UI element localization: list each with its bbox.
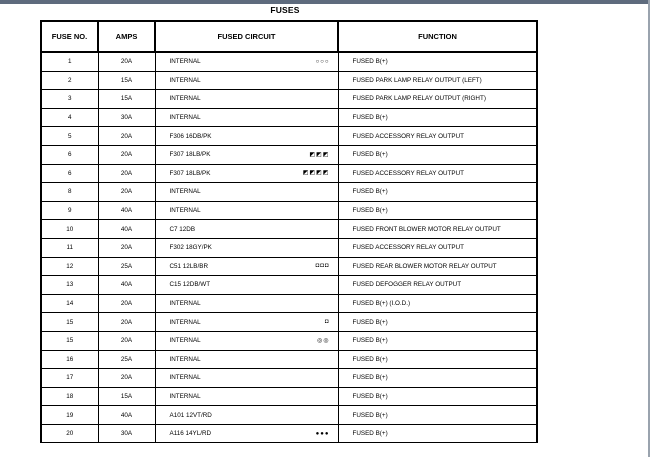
fused-circuit-text: INTERNAL xyxy=(169,392,201,400)
amps-cell: 20A xyxy=(98,127,155,146)
fuse-number-cell: 16 xyxy=(41,350,98,369)
fuse-number-cell: 9 xyxy=(41,201,98,220)
table-row xyxy=(41,201,537,220)
table-row xyxy=(41,313,537,332)
header-amps: AMPS xyxy=(98,21,155,52)
fused-circuit-text: INTERNAL xyxy=(169,207,201,215)
fused-circuit-cell xyxy=(155,387,338,406)
fused-circuit-text: INTERNAL xyxy=(169,337,201,345)
fused-circuit-text: C51 12LB/BR xyxy=(169,262,209,270)
fused-circuit-text: INTERNAL xyxy=(169,374,201,382)
function-cell: FUSED B(+) (I.O.D.) xyxy=(338,294,537,313)
fuse-number-cell: 5 xyxy=(41,127,98,146)
fuse-number-cell: 20 xyxy=(41,424,98,443)
table-row xyxy=(41,90,537,109)
function-cell: FUSED B(+) xyxy=(338,52,537,71)
fused-circuit-cell xyxy=(155,127,338,146)
table-row xyxy=(41,52,537,71)
connector-symbol-icon: ◘◘◘ xyxy=(315,263,330,270)
amps-cell: 20A xyxy=(98,369,155,388)
fuse-number-cell: 15 xyxy=(41,331,98,350)
fuse-number-cell: 11 xyxy=(41,238,98,257)
fused-circuit-cell xyxy=(155,406,338,425)
fused-circuit-text: C7 12DB xyxy=(169,225,196,233)
function-cell: FUSED B(+) xyxy=(338,387,537,406)
function-cell: FUSED DEFOGGER RELAY OUTPUT xyxy=(338,276,537,295)
connector-symbol-icon: ◩◩◩ xyxy=(309,151,330,158)
fuse-number-cell: 13 xyxy=(41,276,98,295)
fused-circuit-cell xyxy=(155,424,338,443)
fused-circuit-text: INTERNAL xyxy=(169,318,201,326)
amps-cell: 15A xyxy=(98,71,155,90)
amps-cell: 15A xyxy=(98,387,155,406)
fused-circuit-text: C15 12DB/WT xyxy=(169,281,211,289)
table-row xyxy=(41,406,537,425)
amps-cell: 20A xyxy=(98,52,155,71)
table-row xyxy=(41,108,537,127)
function-cell: FUSED REAR BLOWER MOTOR RELAY OUTPUT xyxy=(338,257,537,276)
table-row xyxy=(41,220,537,239)
fused-circuit-text: INTERNAL xyxy=(169,58,201,66)
fused-circuit-text: F306 16DB/PK xyxy=(169,132,212,140)
amps-cell: 20A xyxy=(98,238,155,257)
header-fuse-no: FUSE NO. xyxy=(41,21,98,52)
table-row xyxy=(41,331,537,350)
fused-circuit-cell xyxy=(155,276,338,295)
fuse-number-cell: 3 xyxy=(41,90,98,109)
fused-circuit-cell xyxy=(155,220,338,239)
header-fused-circuit: FUSED CIRCUIT xyxy=(155,21,338,52)
fused-circuit-cell xyxy=(155,238,338,257)
connector-symbol-icon: ●●● xyxy=(315,430,330,437)
amps-cell: 25A xyxy=(98,350,155,369)
table-row xyxy=(41,71,537,90)
fused-circuit-text: INTERNAL xyxy=(169,114,201,122)
amps-cell: 30A xyxy=(98,108,155,127)
fuse-number-cell: 14 xyxy=(41,294,98,313)
fuse-number-cell: 4 xyxy=(41,108,98,127)
fuse-number-cell: 2 xyxy=(41,71,98,90)
connector-symbol-icon: ◘ xyxy=(324,319,330,326)
function-cell: FUSED FRONT BLOWER MOTOR RELAY OUTPUT xyxy=(338,220,537,239)
fused-circuit-cell xyxy=(155,145,338,164)
table-row xyxy=(41,127,537,146)
amps-cell: 20A xyxy=(98,145,155,164)
table-row xyxy=(41,424,537,443)
function-cell: FUSED B(+) xyxy=(338,313,537,332)
fused-circuit-text: INTERNAL xyxy=(169,95,201,103)
fused-circuit-cell xyxy=(155,201,338,220)
fused-circuit-text: F302 18GY/PK xyxy=(169,244,212,252)
amps-cell: 20A xyxy=(98,294,155,313)
fused-circuit-cell xyxy=(155,71,338,90)
window-top-bar xyxy=(0,0,650,4)
function-cell: FUSED B(+) xyxy=(338,145,537,164)
fuse-number-cell: 17 xyxy=(41,369,98,388)
fuse-number-cell: 18 xyxy=(41,387,98,406)
fuse-number-cell: 10 xyxy=(41,220,98,239)
fuse-table xyxy=(40,20,538,443)
table-row xyxy=(41,350,537,369)
fused-circuit-text: F307 18LB/PK xyxy=(169,151,211,159)
fused-circuit-cell xyxy=(155,183,338,202)
table-row xyxy=(41,164,537,183)
amps-cell: 20A xyxy=(98,183,155,202)
function-cell: FUSED B(+) xyxy=(338,406,537,425)
amps-cell: 40A xyxy=(98,220,155,239)
fused-circuit-cell xyxy=(155,369,338,388)
function-cell: FUSED B(+) xyxy=(338,183,537,202)
table-header-row xyxy=(41,21,537,52)
fuse-number-cell: 19 xyxy=(41,406,98,425)
fused-circuit-cell xyxy=(155,350,338,369)
fused-circuit-cell xyxy=(155,164,338,183)
table-row xyxy=(41,145,537,164)
table-row xyxy=(41,294,537,313)
fused-circuit-text: INTERNAL xyxy=(169,188,201,196)
function-cell: FUSED PARK LAMP RELAY OUTPUT (RIGHT) xyxy=(338,90,537,109)
function-cell: FUSED PARK LAMP RELAY OUTPUT (LEFT) xyxy=(338,71,537,90)
amps-cell: 30A xyxy=(98,424,155,443)
table-row xyxy=(41,369,537,388)
function-cell: FUSED B(+) xyxy=(338,201,537,220)
connector-symbol-icon: ○○○ xyxy=(315,58,330,65)
function-cell: FUSED ACCESSORY RELAY OUTPUT xyxy=(338,238,537,257)
table-row xyxy=(41,238,537,257)
fuse-number-cell: 6 xyxy=(41,164,98,183)
fuse-number-cell: 15 xyxy=(41,313,98,332)
amps-cell: 40A xyxy=(98,276,155,295)
fused-circuit-cell xyxy=(155,294,338,313)
fused-circuit-cell xyxy=(155,90,338,109)
fused-circuit-text: F307 18LB/PK xyxy=(169,169,211,177)
connector-symbol-icon: ◩◩◩◩ xyxy=(302,170,330,177)
function-cell: FUSED B(+) xyxy=(338,369,537,388)
amps-cell: 40A xyxy=(98,201,155,220)
function-cell: FUSED ACCESSORY RELAY OUTPUT xyxy=(338,164,537,183)
fused-circuit-cell xyxy=(155,331,338,350)
amps-cell: 25A xyxy=(98,257,155,276)
fused-circuit-cell xyxy=(155,257,338,276)
amps-cell: 20A xyxy=(98,331,155,350)
table-row xyxy=(41,183,537,202)
fuse-number-cell: 6 xyxy=(41,145,98,164)
table-row xyxy=(41,276,537,295)
fused-circuit-cell xyxy=(155,313,338,332)
table-row xyxy=(41,387,537,406)
amps-cell: 15A xyxy=(98,90,155,109)
fused-circuit-cell xyxy=(155,52,338,71)
function-cell: FUSED B(+) xyxy=(338,350,537,369)
function-cell: FUSED B(+) xyxy=(338,331,537,350)
fused-circuit-text: A101 12VT/RD xyxy=(169,411,212,419)
fused-circuit-text: A116 14YL/RD xyxy=(169,430,212,438)
fuse-number-cell: 1 xyxy=(41,52,98,71)
fused-circuit-text: INTERNAL xyxy=(169,300,201,308)
fused-circuit-text: INTERNAL xyxy=(169,355,201,363)
connector-symbol-icon: ◎◎ xyxy=(317,337,330,344)
amps-cell: 20A xyxy=(98,313,155,332)
function-cell: FUSED B(+) xyxy=(338,424,537,443)
fuse-number-cell: 8 xyxy=(41,183,98,202)
function-cell: FUSED B(+) xyxy=(338,108,537,127)
amps-cell: 40A xyxy=(98,406,155,425)
function-cell: FUSED ACCESSORY RELAY OUTPUT xyxy=(338,127,537,146)
fused-circuit-text: INTERNAL xyxy=(169,76,201,84)
header-function: FUNCTION xyxy=(338,21,537,52)
table-row xyxy=(41,257,537,276)
amps-cell: 20A xyxy=(98,164,155,183)
fused-circuit-cell xyxy=(155,108,338,127)
fuse-number-cell: 12 xyxy=(41,257,98,276)
page-title: FUSES xyxy=(270,5,300,15)
